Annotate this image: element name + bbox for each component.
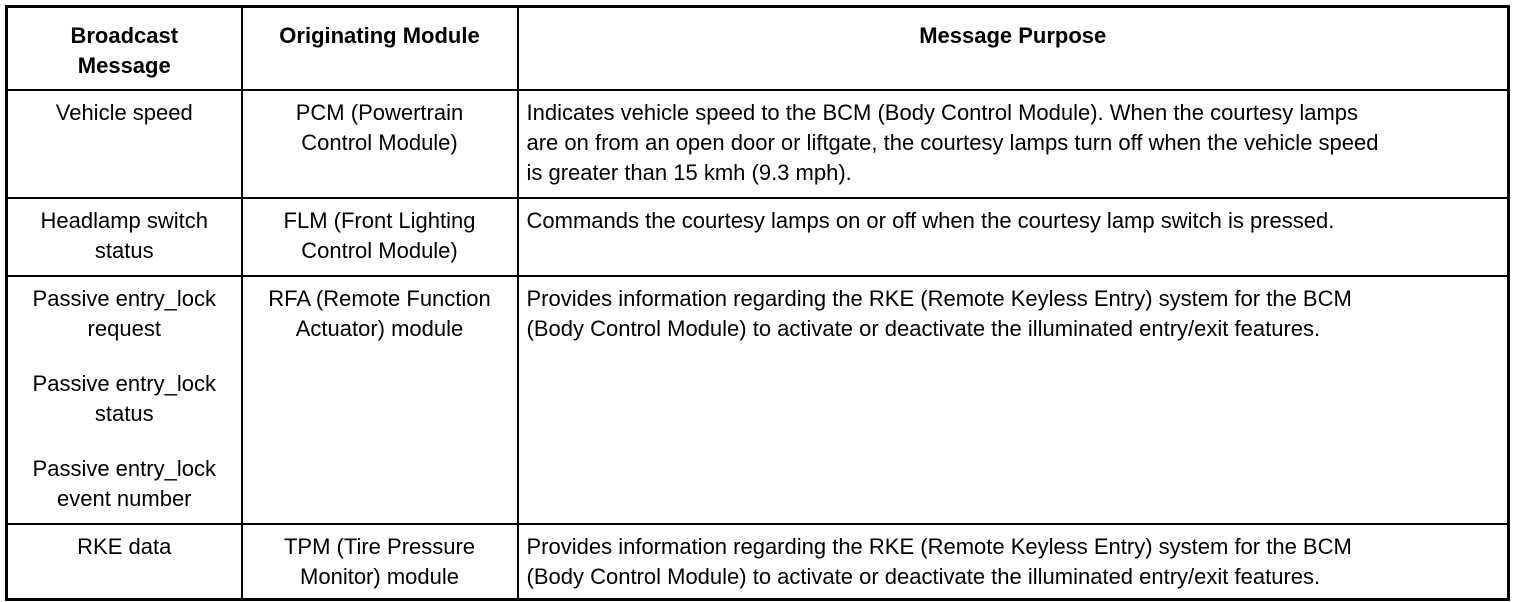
header-row xyxy=(7,7,1509,91)
cell-text: is greater than 15 kmh (9.3 mph). xyxy=(526,160,852,185)
cell-text: Passive entry_lock xyxy=(32,286,216,311)
cell-broadcast-message xyxy=(7,276,242,524)
cell-text: TPM (Tire Pressure xyxy=(283,534,476,559)
header-text: Broadcast xyxy=(70,23,179,48)
cell-text: Monitor) module xyxy=(300,564,459,589)
cell-text: request xyxy=(87,316,161,341)
cell-message-purpose xyxy=(518,276,1509,524)
cell-text: Control Module) xyxy=(301,238,458,263)
table-row xyxy=(7,90,1509,198)
cell-text: Headlamp switch xyxy=(40,208,208,233)
cell-text: Commands the courtesy lamps on or off when the courtesy lamp switch is pressed. xyxy=(526,208,1335,233)
header-text: Originating Module xyxy=(279,23,480,48)
cell-text: PCM (Powertrain xyxy=(295,100,464,125)
cell-text: Vehicle speed xyxy=(55,100,193,125)
cell-text: Control Module) xyxy=(301,130,458,155)
cell-text: Indicates vehicle speed to the BCM (Body Control Module). When the courtesy lamps xyxy=(526,100,1359,125)
cell-originating-module xyxy=(242,90,518,198)
header-originating-module xyxy=(242,7,518,91)
cell-text: event number xyxy=(56,486,192,511)
cell-text: (Body Control Module) to activate or deactivate the illuminated entry/exit features. xyxy=(526,564,1321,589)
cell-broadcast-message xyxy=(7,198,242,276)
cell-text: FLM (Front Lighting xyxy=(283,208,476,233)
cell-text: are on from an open door or liftgate, the courtesy lamps turn off when the vehicle speed xyxy=(526,130,1379,155)
cell-text: Passive entry_lock xyxy=(32,371,216,396)
header-text: Message xyxy=(77,53,171,78)
header-text: Message Purpose xyxy=(919,23,1107,48)
cell-text: Passive entry_lock xyxy=(32,456,216,481)
cell-originating-module xyxy=(242,276,518,524)
cell-text: Provides information regarding the RKE (Remote Keyless Entry) system for the BCM xyxy=(526,534,1352,559)
cell-broadcast-message xyxy=(7,524,242,600)
cell-message-purpose xyxy=(518,524,1509,600)
cell-text: RKE data xyxy=(77,534,172,559)
cell-text: status xyxy=(94,238,154,263)
cell-text: (Body Control Module) to activate or deactivate the illuminated entry/exit features. xyxy=(526,316,1321,341)
cell-message-purpose xyxy=(518,198,1509,276)
broadcast-message-table xyxy=(5,5,1510,601)
cell-text: RFA (Remote Function xyxy=(268,286,491,311)
table-row xyxy=(7,198,1509,276)
cell-text: Actuator) module xyxy=(295,316,464,341)
cell-message-purpose xyxy=(518,90,1509,198)
header-broadcast-message xyxy=(7,7,242,91)
cell-originating-module xyxy=(242,198,518,276)
cell-text: Provides information regarding the RKE (Remote Keyless Entry) system for the BCM xyxy=(526,286,1352,311)
cell-text: status xyxy=(94,401,154,426)
table-row xyxy=(7,276,1509,524)
header-message-purpose xyxy=(518,7,1509,91)
cell-originating-module xyxy=(242,524,518,600)
table-row xyxy=(7,524,1509,600)
cell-broadcast-message xyxy=(7,90,242,198)
